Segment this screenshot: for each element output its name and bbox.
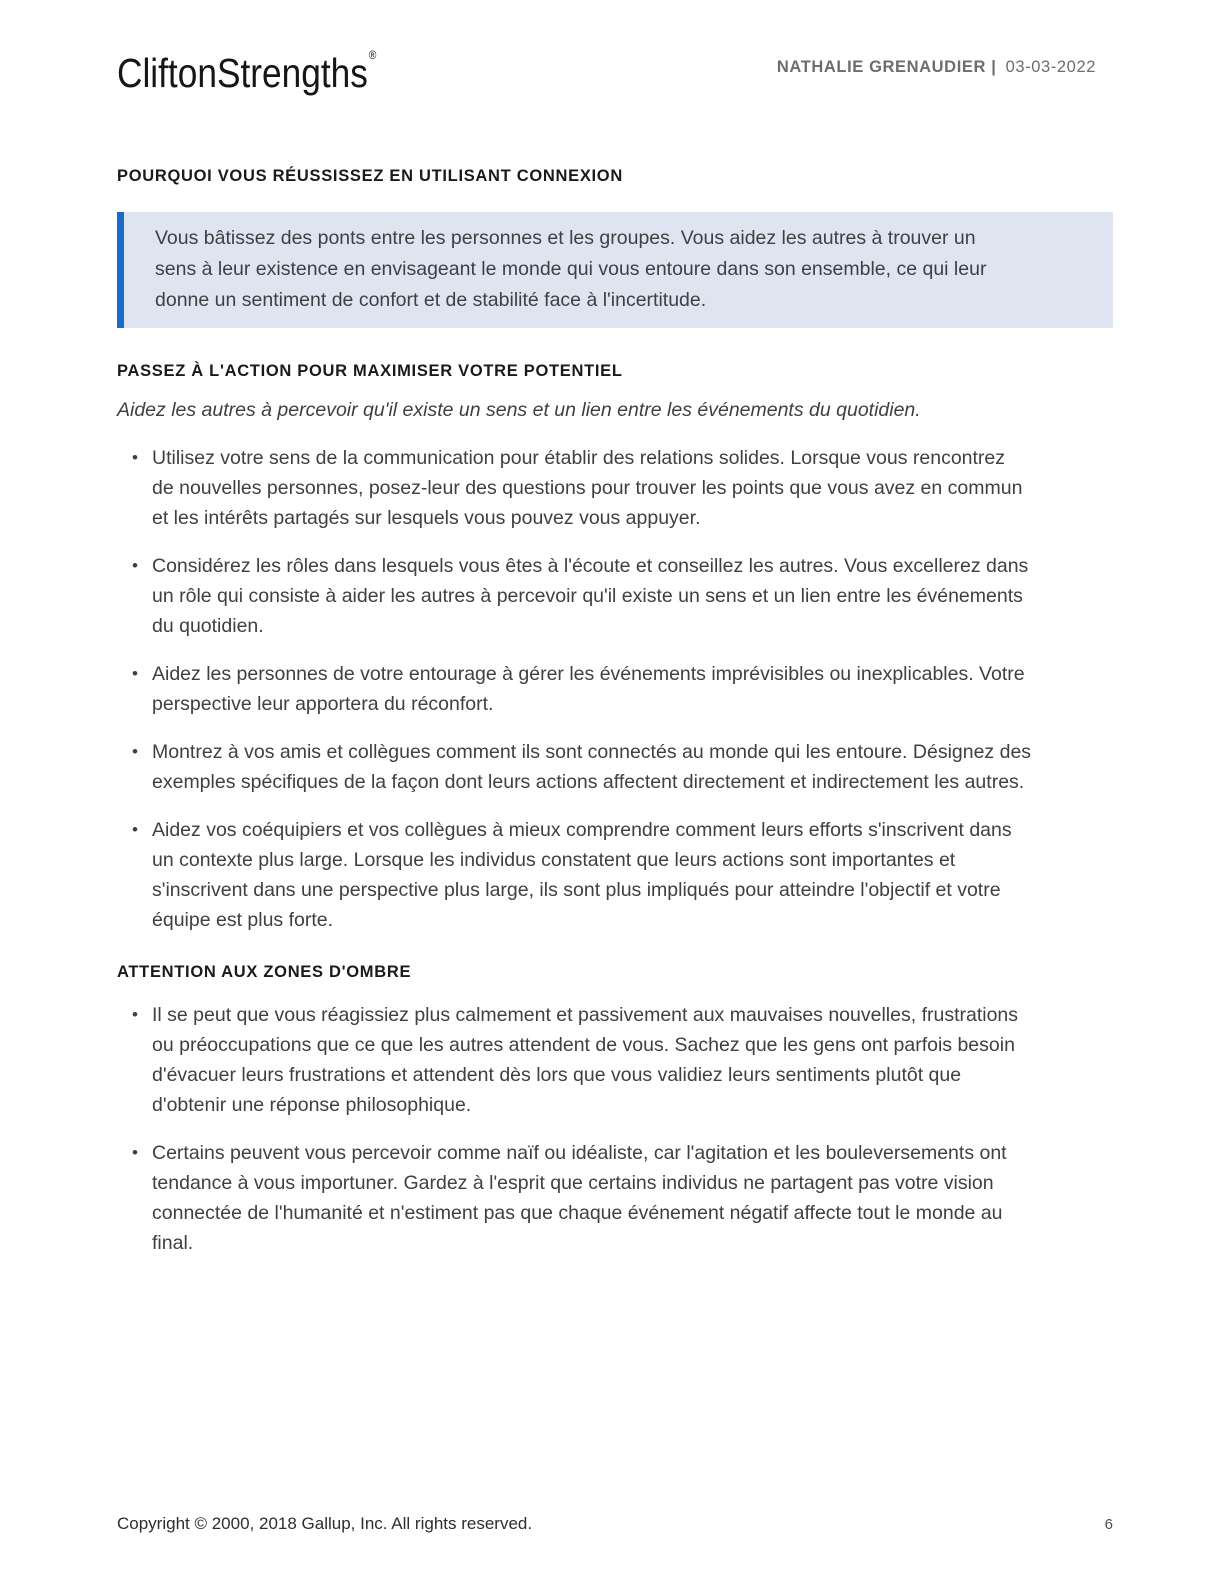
cliftonstrengths-logo	[117, 48, 376, 97]
list-item: • Montrez à vos amis et collègues comment ils sont connectés au monde qui les entoure. Désignez des exemples spécifiques de la façon dont leurs actions affectent directement et indirectement les autres.	[117, 737, 1032, 797]
list-item: • Il se peut que vous réagissiez plus calmement et passivement aux mauvaises nouvelles, frustrations ou préoccupations que ce que les autres attendent de vous. Sachez que les gens ont parfois besoin d'évacuer leurs frustrations et attendent dès lors que vous validiez leurs sentiments plutôt que d'obtenir une réponse philosophique.	[117, 1000, 1032, 1120]
section-title-take-action: PASSEZ À L'ACTION POUR MAXIMISER VOTRE POTENTIEL	[117, 362, 623, 380]
take-action-list	[117, 443, 1113, 935]
list-item: • Utilisez votre sens de la communication pour établir des relations solides. Lorsque vous rencontrez de nouvelles personnes, posez-leur des questions pour trouver les points que vous avez en commun et les intérêts partagés sur lesquels vous pouvez vous appuyer.	[117, 443, 1032, 533]
page-content	[0, 167, 1224, 1258]
blind-spots-list	[117, 1000, 1113, 1258]
logo-text: CliftonStrengths	[117, 50, 368, 96]
report-date: 03-03-2022	[1005, 58, 1096, 76]
list-item: • Aidez les personnes de votre entourage à gérer les événements imprévisibles ou inexplicables. Votre perspective leur apportera du réconfort.	[117, 659, 1032, 719]
list-item: • Aidez vos coéquipiers et vos collègues à mieux comprendre comment leurs efforts s'inscrivent dans un contexte plus large. Lorsque les individus constatent que leurs actions sont importantes et s'inscrivent dans une perspective plus large, ils sont plus impliqués pour atteindre l'objectif et votre équipe est plus forte.	[117, 815, 1032, 935]
page-header	[0, 0, 1224, 97]
registered-trademark-icon: ®	[368, 48, 377, 62]
section-title-why-you-succeed: POURQUOI VOUS RÉUSSISSEZ EN UTILISANT CONNEXION	[117, 167, 623, 185]
theme-summary-text: Vous bâtissez des ponts entre les personnes et les groupes. Vous aidez les autres à trouver un sens à leur existence en envisageant le monde qui vous entoure dans son ensemble, ce qui leur donne un sentiment de confort et de stabilité face à l'incertitude.	[155, 227, 987, 311]
take-action-lead: Aidez les autres à percevoir qu'il existe un sens et un lien entre les événements du quotidien.	[117, 399, 921, 421]
theme-summary-callout	[117, 212, 1113, 328]
list-item: • Certains peuvent vous percevoir comme naïf ou idéaliste, car l'agitation et les bouleversements ont tendance à vous importuner. Gardez à l'esprit que certains individus ne partagent pas votre vision connectée de l'humanité et n'estiment pas que chaque événement négatif affecte tout le monde au final.	[117, 1138, 1032, 1258]
list-item: • Considérez les rôles dans lesquels vous êtes à l'écoute et conseillez les autres. Vous excellerez dans un rôle qui consiste à aider les autres à percevoir qu'il existe un sens et un lien entre les événements du quotidien.	[117, 551, 1032, 641]
header-separator: |	[991, 58, 997, 76]
owner-name: NATHALIE GRENAUDIER	[776, 58, 986, 76]
copyright-notice: Copyright © 2000, 2018 Gallup, Inc. All rights reserved.	[117, 1514, 533, 1533]
section-title-blind-spots: ATTENTION AUX ZONES D'OMBRE	[117, 963, 412, 981]
page-number: 6	[1104, 1516, 1113, 1533]
report-owner	[777, 58, 1096, 77]
page-footer	[117, 1514, 1113, 1534]
